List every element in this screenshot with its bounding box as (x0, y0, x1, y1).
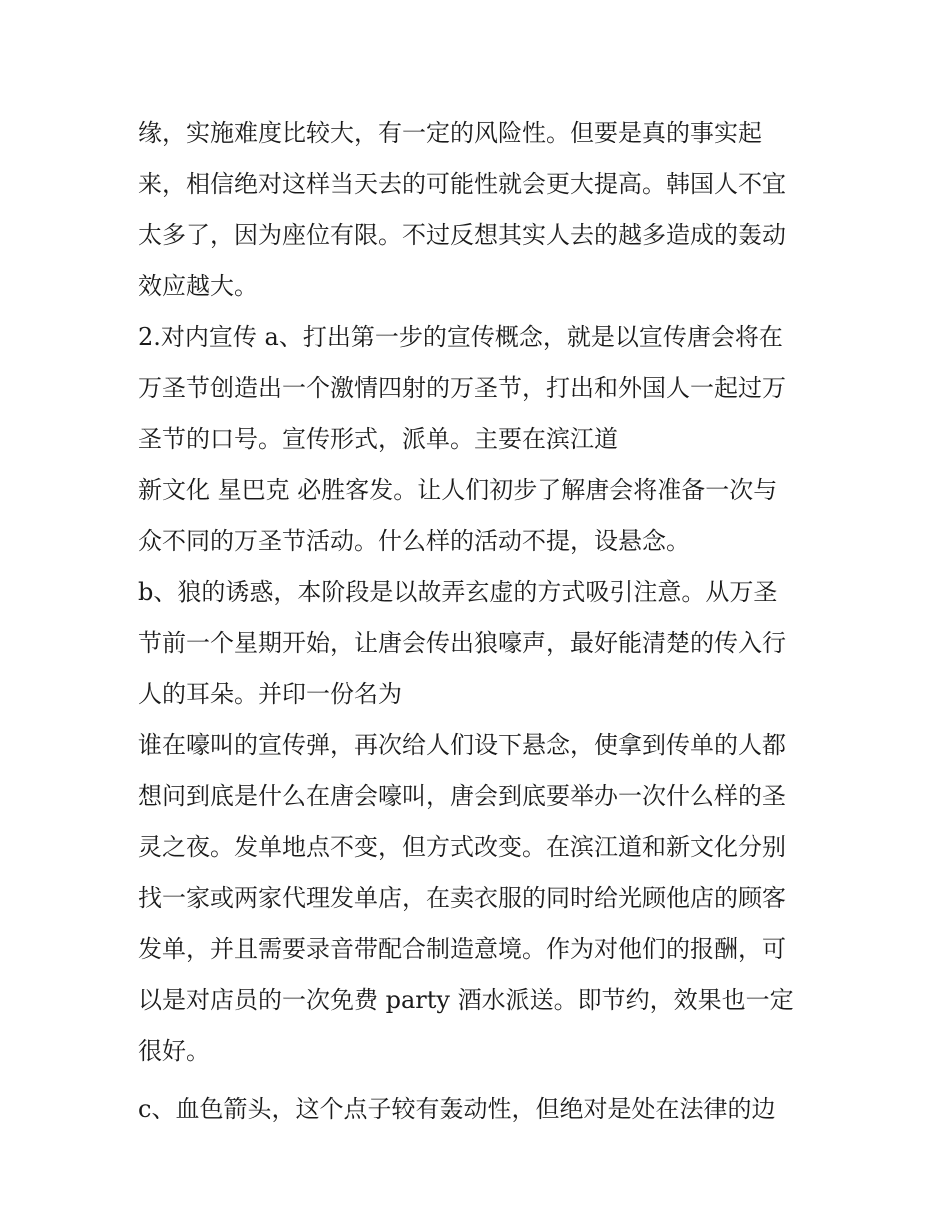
document-body (138, 108, 828, 1135)
text-line: 很好。 (138, 1037, 210, 1065)
text-line: 发单，并且需要录音带配合制造意境。作为对他们的报酬，可 (138, 935, 786, 963)
text-line: 众不同的万圣节活动。什么样的活动不提，设悬念。 (138, 527, 690, 555)
text-line: 灵之夜。发单地点不变，但方式改变。在滨江道和新文化分别 (138, 833, 786, 861)
text-line: 想问到底是什么在唐会嚎叫，唐会到底要举办一次什么样的圣 (138, 782, 786, 810)
text-line: 以是对店员的一次免费 party 酒水派送。即节约，效果也一定 (138, 986, 794, 1014)
text-line: 圣节的口号。宣传形式，派单。主要在滨江道 (138, 425, 618, 453)
text-line: 万圣节创造出一个激情四射的万圣节，打出和外国人一起过万 (138, 374, 786, 402)
text-line: 效应越大。 (138, 272, 258, 300)
text-line: 2.对内宣传 a、打出第一步的宣传概念，就是以宣传唐会将在 (138, 323, 783, 351)
text-line: 新文化 星巴克 必胜客发。让人们初步了解唐会将准备一次与 (138, 476, 778, 504)
text-line: 来，相信绝对这样当天去的可能性就会更大提高。韩国人不宜 (138, 170, 786, 198)
text-line: b、狼的诱惑，本阶段是以故弄玄虚的方式吸引注意。从万圣 (138, 578, 778, 606)
text-line: 节前一个星期开始，让唐会传出狼嚎声，最好能清楚的传入行 (138, 629, 786, 657)
text-line: 人的耳朵。并印一份名为 (138, 680, 402, 708)
text-line: c、血色箭头，这个点子较有轰动性，但绝对是处在法律的边 (138, 1095, 776, 1123)
paragraph-gap (138, 1077, 828, 1084)
text-line: 缘，实施难度比较大，有一定的风险性。但要是真的事实起 (138, 119, 762, 147)
text-line: 谁在嚎叫的宣传弹，再次给人们设下悬念，使拿到传单的人都 (138, 731, 786, 759)
text-line: 太多了，因为座位有限。不过反想其实人去的越多造成的轰动 (138, 221, 786, 249)
text-line: 找一家或两家代理发单店，在卖衣服的同时给光顾他店的顾客 (138, 884, 786, 912)
